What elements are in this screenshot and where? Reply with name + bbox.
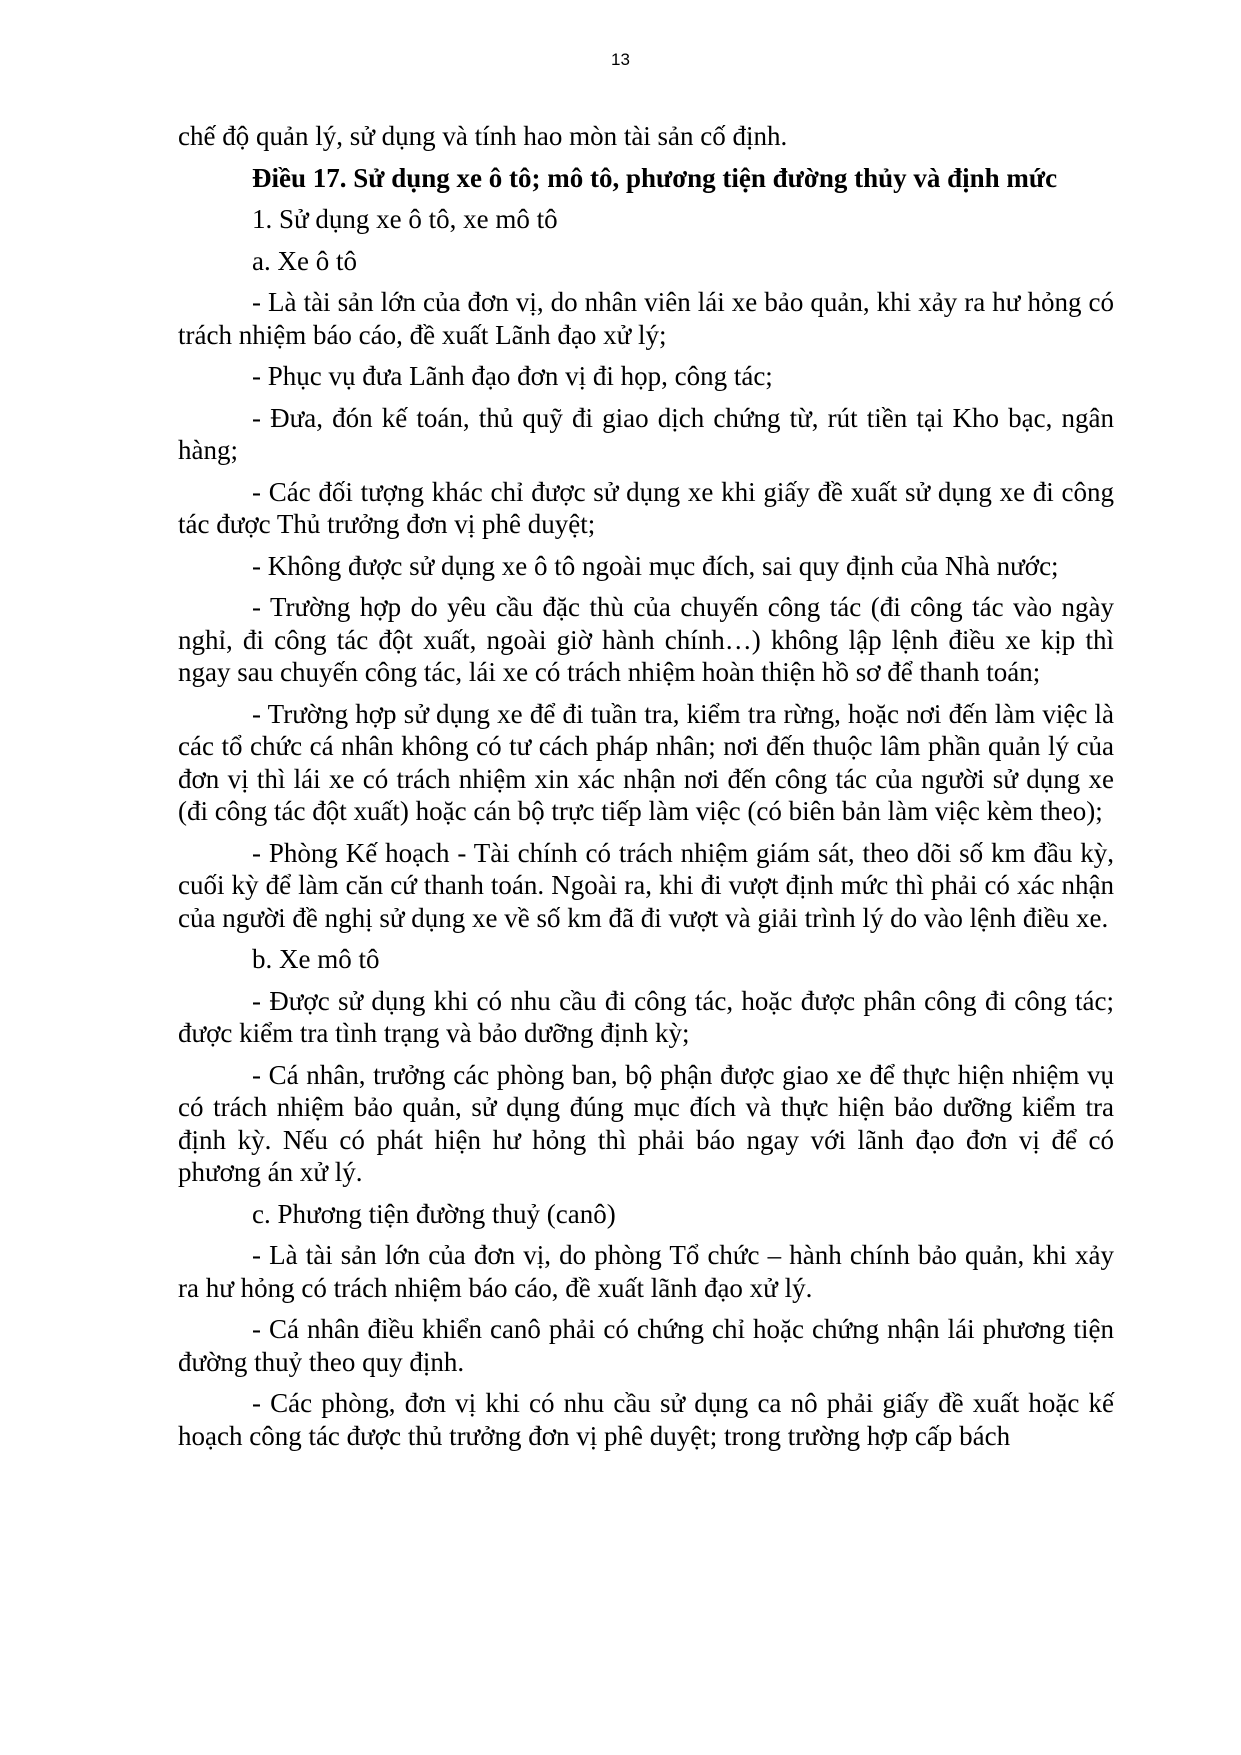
paragraph-continuation: chế độ quản lý, sử dụng và tính hao mòn tài sản cố định.: [178, 121, 788, 151]
paragraph: - Phòng Kế hoạch - Tài chính có trách nhiệm giám sát, theo dõi số km đầu kỳ, cuối kỳ để làm căn cứ thanh toán. Ngoài ra, khi đi vượt định mức thì phải có xác nhận của người đề nghị sử dụng xe về số km đã đi vượt và giải trình lý do vào lệnh điều xe.: [178, 837, 1114, 933]
paragraph: - Trường hợp do yêu cầu đặc thù của chuyến công tác (đi công tác vào ngày nghỉ, đi công tác đột xuất, ngoài giờ hành chính…) không lập lệnh điều xe kịp thì ngay sau chuyến công tác, lái xe có trách nhiệm hoàn thiện hồ sơ để thanh toán;: [178, 592, 1114, 687]
paragraph: - Trường hợp sử dụng xe để đi tuần tra, kiểm tra rừng, hoặc nơi đến làm việc là các tổ chức cá nhân không có tư cách pháp nhân; nơi đến thuộc lâm phần quản lý của đơn vị thì lái xe có trách nhiệm xin xác nhận nơi đến công tác của người sử dụng xe (đi công tác đột xuất) hoặc cán bộ trực tiếp làm việc (có biên bản làm việc kèm theo);: [178, 698, 1114, 826]
paragraph: - Các phòng, đơn vị khi có nhu cầu sử dụng ca nô phải giấy đề xuất hoặc kế hoạch công tác được thủ trưởng đơn vị phê duyệt; trong trường hợp cấp bách: [178, 1388, 1114, 1451]
paragraph: - Cá nhân, trưởng các phòng ban, bộ phận được giao xe để thực hiện nhiệm vụ có trách nhiệm bảo quản, sử dụng đúng mục đích và thực hiện bảo dưỡng kiểm tra định kỳ. Nếu có phát hiện hư hỏng thì phải báo ngay với lãnh đạo đơn vị để có phương án xử lý.: [178, 1059, 1114, 1187]
paragraph: - Được sử dụng khi có nhu cầu đi công tác, hoặc được phân công đi công tác; được kiểm tra tình trạng và bảo dưỡng định kỳ;: [178, 985, 1114, 1048]
document-body: [178, 120, 1114, 1461]
paragraph: - Là tài sản lớn của đơn vị, do nhân viên lái xe bảo quản, khi xảy ra hư hỏng có trách nhiệm báo cáo, đề xuất Lãnh đạo xử lý;: [178, 287, 1114, 350]
paragraph: - Đưa, đón kế toán, thủ quỹ đi giao dịch chứng từ, rút tiền tại Kho bạc, ngân hàng;: [178, 402, 1114, 465]
paragraph: - Là tài sản lớn của đơn vị, do phòng Tổ chức – hành chính bảo quản, khi xảy ra hư hỏng có trách nhiệm báo cáo, đề xuất lãnh đạo xử lý.: [178, 1240, 1114, 1303]
paragraph: - Không được sử dụng xe ô tô ngoài mục đích, sai quy định của Nhà nước;: [252, 550, 1059, 581]
page-number: 13: [611, 50, 630, 69]
subsection-title: b. Xe mô tô: [252, 944, 380, 974]
paragraph: - Cá nhân điều khiển canô phải có chứng chỉ hoặc chứng nhận lái phương tiện đường thuỷ theo quy định.: [178, 1314, 1114, 1377]
subsection-title: a. Xe ô tô: [252, 245, 357, 276]
section-title: 1. Sử dụng xe ô tô, xe mô tô: [252, 204, 558, 234]
article-heading: Điều 17. Sử dụng xe ô tô; mô tô, phương tiện đường thủy và định mức: [252, 162, 1058, 193]
paragraph: - Phục vụ đưa Lãnh đạo đơn vị đi họp, công tác;: [252, 361, 773, 391]
subsection-title: c. Phương tiện đường thuỷ (canô): [252, 1198, 616, 1229]
paragraph: - Các đối tượng khác chỉ được sử dụng xe khi giấy đề xuất sử dụng xe đi công tác được Thủ trưởng đơn vị phê duyệt;: [178, 476, 1114, 539]
